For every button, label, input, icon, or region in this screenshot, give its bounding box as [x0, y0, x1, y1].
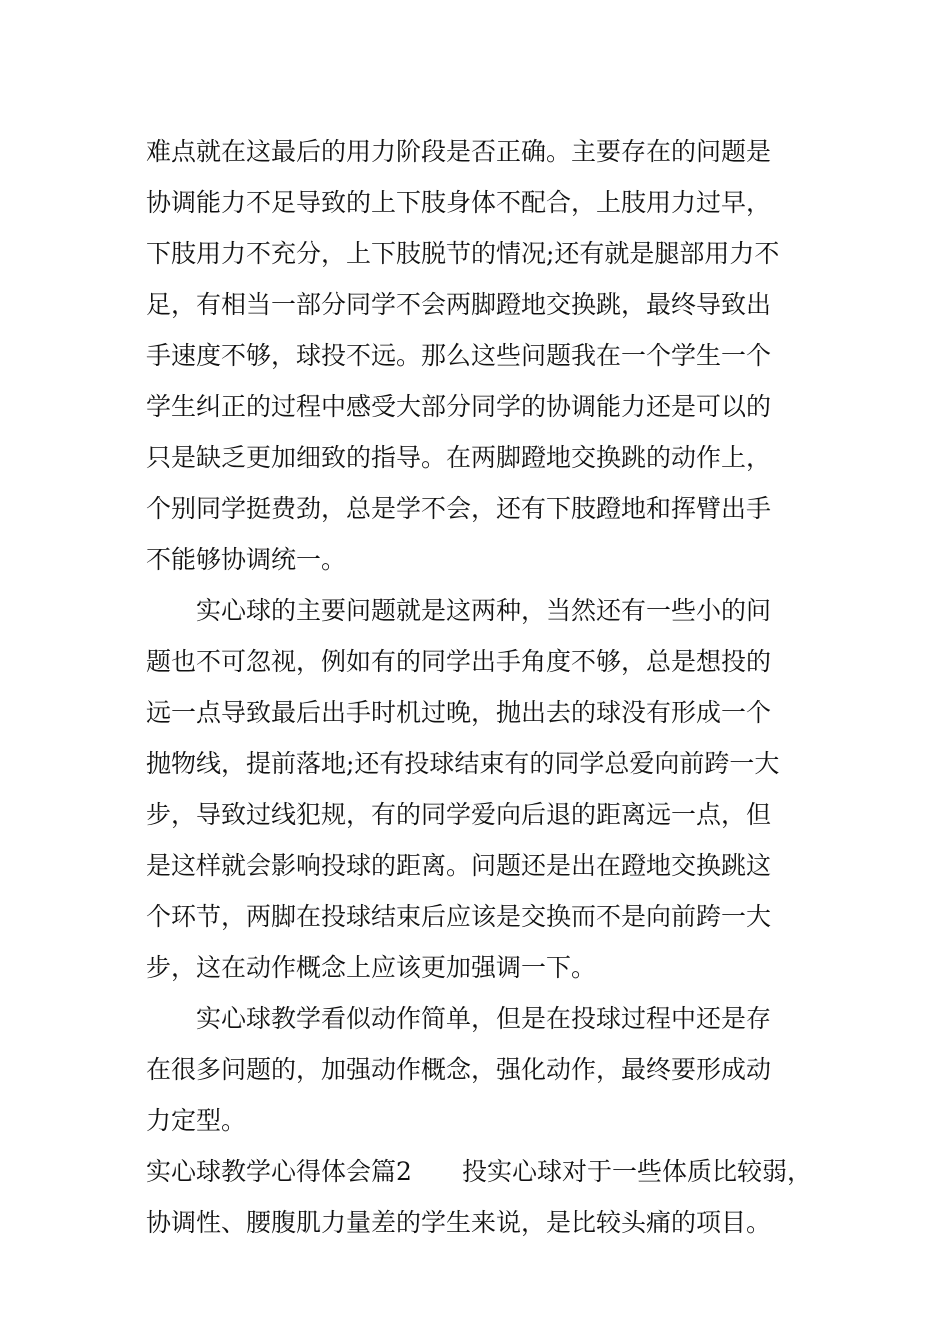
text-line: 步，导致过线犯规，有的同学爱向后退的距离远一点，但 [146, 800, 772, 829]
text-line: 个环节，两脚在投球结束后应该是交换而不是向前跨一大 [146, 902, 772, 931]
text-line: 步，这在动作概念上应该更加强调一下。 [146, 953, 597, 982]
text-line: 不能够协调统一。 [146, 545, 347, 574]
text-line: 实心球的主要问题就是这两种，当然还有一些小的问 [146, 596, 772, 625]
section-2 [146, 1146, 813, 1248]
paragraph-1 [146, 126, 810, 585]
text-line: 在很多问题的，加强动作概念，强化动作，最终要形成动 [146, 1055, 772, 1084]
section-heading-line [146, 1146, 813, 1197]
text-line: 题也不可忽视，例如有的同学出手角度不够，总是想投的 [146, 647, 772, 676]
text-line: 协调性、腰腹肌力量差的学生来说，是比较头痛的项目。 [146, 1208, 772, 1237]
text-line: 个别同学挺费劲，总是学不会，还有下肢蹬地和挥臂出手 [146, 494, 772, 523]
section-heading: 实心球教学心得体会篇2 [146, 1157, 412, 1186]
text-line: 抛物线，提前落地;还有投球结束有的同学总爱向前跨一大 [146, 749, 780, 778]
section-first-line: 投实心球对于一些体质比较弱， [462, 1157, 813, 1186]
text-line: 只是缺乏更加细致的指导。在两脚蹬地交换跳的动作上， [146, 443, 772, 472]
document-page [146, 126, 813, 1248]
text-line: 是这样就会影响投球的距离。问题还是出在蹬地交换跳这 [146, 851, 772, 880]
text-line: 难点就在这最后的用力阶段是否正确。主要存在的问题是 [146, 137, 772, 166]
text-line: 足，有相当一部分同学不会两脚蹬地交换跳，最终导致出 [146, 290, 772, 319]
text-line: 下肢用力不充分，上下肢脱节的情况;还有就是腿部用力不 [146, 239, 780, 268]
text-line: 学生纠正的过程中感受大部分同学的协调能力还是可以的 [146, 392, 772, 421]
paragraph-3 [146, 993, 810, 1146]
text-line: 实心球教学看似动作简单，但是在投球过程中还是存 [146, 1004, 772, 1033]
text-line: 力定型。 [146, 1106, 247, 1135]
text-line: 手速度不够，球投不远。那么这些问题我在一个学生一个 [146, 341, 772, 370]
text-line: 协调能力不足导致的上下肢身体不配合，上肢用力过早， [146, 188, 772, 217]
text-line: 远一点导致最后出手时机过晚，抛出去的球没有形成一个 [146, 698, 772, 727]
paragraph-2 [146, 585, 810, 993]
